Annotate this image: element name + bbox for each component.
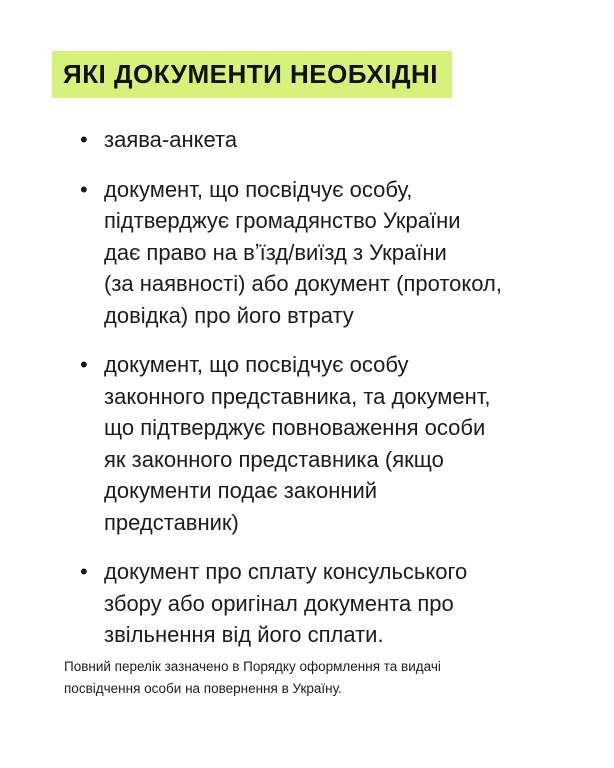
list-item-line: документ, що посвідчує особу [104,352,409,377]
page-title-highlight [52,51,452,98]
list-item-line: довідка) про його втрату [104,302,354,328]
documents-list [80,124,600,669]
list-item-line: що підтверджує повноваження особи [104,415,486,440]
list-item-line: документ про сплату консульського [104,559,468,584]
bullet-icon: • [80,127,88,152]
list-item [80,174,600,332]
list-item-line: законного представника, та документ, [104,383,491,409]
bullet-icon: • [80,176,88,202]
list-item [80,124,600,156]
bullet-icon: • [80,559,88,584]
list-item-line: підтверджує громадянство України [104,208,461,233]
list-item-line: звільнення від його сплати. [104,622,384,647]
list-item-line: як законного представника (якщо [104,446,444,472]
list-item-line: представник) [104,509,239,535]
list-item [80,349,600,538]
list-item-line: збору або оригінал документа про [104,590,454,616]
page-title: ЯКІ ДОКУМЕНТИ НЕОБХІДНІ [63,59,438,89]
list-item-line: дає право на вʼїзд/виїзд з України [104,239,447,265]
bullet-icon: • [80,352,88,377]
list-item-line: заява-анкета [104,127,238,152]
list-item-line: (за наявності) або документ (протокол, [104,271,502,296]
footnote-line: Повний перелік зазначено в Порядку оформлення та видачі [64,659,441,674]
list-item [80,556,600,651]
list-item-line: документ, що посвідчує особу, [104,176,413,202]
list-item-line: документи подає законний [104,478,378,503]
footnote-line: посвідчення особи на повернення в Україну. [64,681,342,696]
footnote [64,656,584,700]
